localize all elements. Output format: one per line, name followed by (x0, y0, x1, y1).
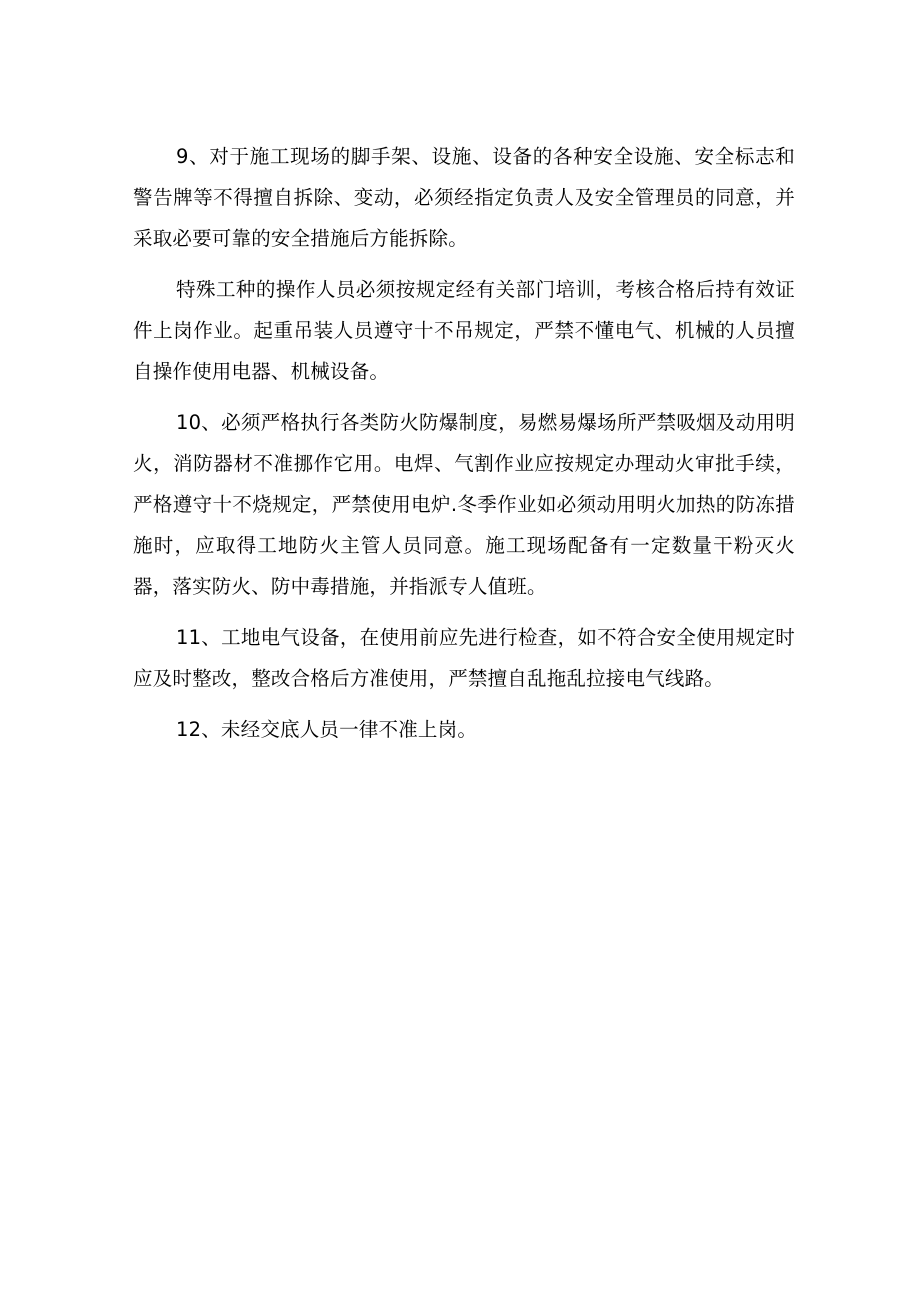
paragraph-item-11: 11、工地电气设备，在使用前应先进行检查，如不符合安全使用规定时应及时整改，整改合格后方准使用，严禁擅自乱拖乱拉接电气线路。 (133, 626, 795, 690)
paragraph-item-9: 9、对于施工现场的脚手架、设施、设备的各种安全设施、安全标志和警告牌等不得擅自拆除、变动，必须经指定负责人及安全管理员的同意，并采取必要可靠的安全措施后方能拆除。 (133, 145, 795, 250)
document-body (133, 136, 795, 760)
paragraph-item-12: 12、未经交底人员一律不准上岗。 (176, 718, 478, 741)
paragraph-special-workers: 特殊工种的操作人员必须按规定经有关部门培训，考核合格后持有效证件上岗作业。起重吊装人员遵守十不吊规定，严禁不懂电气、机械的人员擅自操作使用电器、机械设备。 (133, 278, 795, 383)
paragraph-item-10: 10、必须严格执行各类防火防爆制度，易燃易爆场所严禁吸烟及动用明火，消防器材不准挪作它用。电焊、气割作业应按规定办理动火审批手续，严格遵守十不烧规定，严禁使用电炉.冬季作业如必须动用明火加热的防冻措施时，应取得工地防火主管人员同意。施工现场配备有一定数量干粉灭火器，落实防火、防中毒措施，并指派专人值班。 (133, 411, 795, 598)
